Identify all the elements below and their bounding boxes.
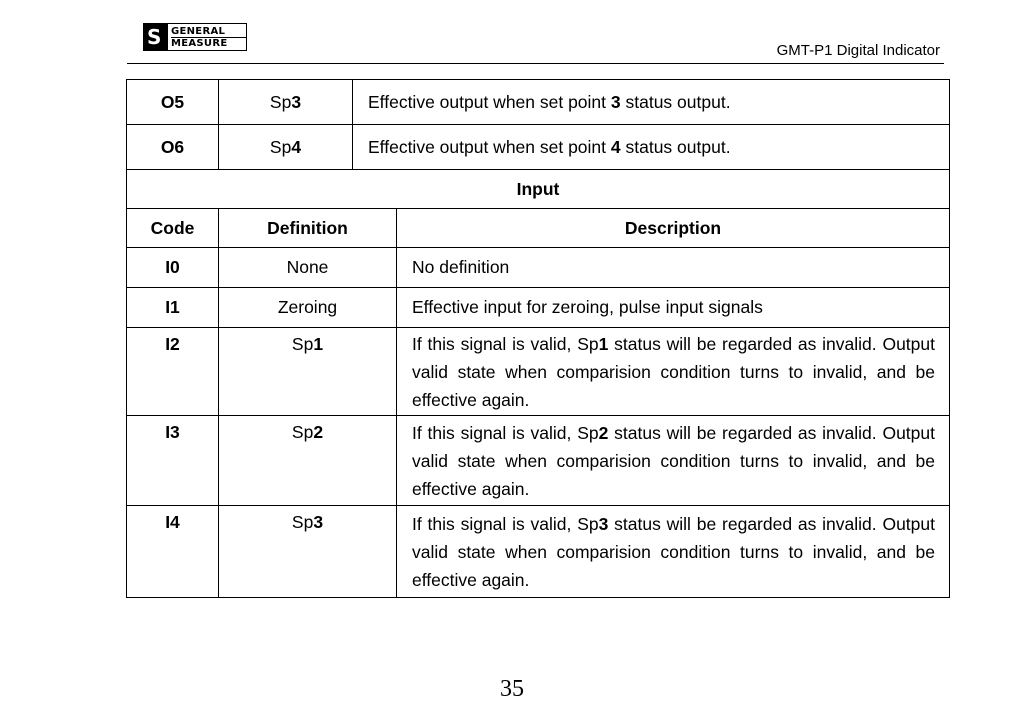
description-cell: Effective output when set point 3 status output.	[353, 80, 950, 125]
description-cell: If this signal is valid, Sp2 status will be regarded as invalid. Output valid state when comparision condition turns to invalid, and be effective again.	[397, 416, 950, 506]
io-definition-table	[126, 79, 950, 598]
table-header-row	[127, 209, 950, 248]
table-row-i2	[127, 328, 950, 416]
definition-cell: Sp3	[219, 506, 397, 598]
code-cell: I4	[127, 506, 219, 598]
page-number: 35	[500, 676, 524, 702]
code-cell: I3	[127, 416, 219, 506]
table-row-i3	[127, 416, 950, 506]
section-title-input: Input	[127, 170, 950, 209]
code-cell: O5	[127, 80, 219, 125]
section-title-row	[127, 170, 950, 209]
table-row-i4	[127, 506, 950, 598]
definition-cell: Sp4	[219, 125, 353, 170]
description-cell: If this signal is valid, Sp3 status will be regarded as invalid. Output valid state when comparision condition turns to invalid, and be effective again.	[397, 506, 950, 598]
code-cell: I1	[127, 288, 219, 328]
description-cell: Effective input for zeroing, pulse input signals	[397, 288, 950, 328]
code-cell: O6	[127, 125, 219, 170]
table-row-o6	[127, 125, 950, 170]
document-title: GMT-P1 Digital Indicator	[776, 42, 940, 59]
column-header-code: Code	[127, 209, 219, 248]
column-header-definition: Definition	[219, 209, 397, 248]
description-cell: No definition	[397, 248, 950, 288]
description-cell: If this signal is valid, Sp1 status will be regarded as invalid. Output valid state when comparision condition turns to invalid, and be effective again.	[397, 328, 950, 416]
table-row-i1	[127, 288, 950, 328]
description-cell: Effective output when set point 4 status output.	[353, 125, 950, 170]
general-measure-logo	[143, 23, 247, 51]
definition-cell: None	[219, 248, 397, 288]
header-divider	[127, 63, 944, 64]
code-cell: I2	[127, 328, 219, 416]
table-row-i0	[127, 248, 950, 288]
definition-cell: Zeroing	[219, 288, 397, 328]
logo-line-general: GENERAL	[171, 26, 246, 38]
column-header-description: Description	[397, 209, 950, 248]
definition-cell: Sp2	[219, 416, 397, 506]
definition-cell: Sp1	[219, 328, 397, 416]
table-row-o5	[127, 80, 950, 125]
code-cell: I0	[127, 248, 219, 288]
logo-wordmark	[168, 24, 246, 50]
definition-cell: Sp3	[219, 80, 353, 125]
logo-line-measure: MEASURE	[171, 37, 228, 49]
logo-mark-icon: S	[144, 24, 168, 50]
